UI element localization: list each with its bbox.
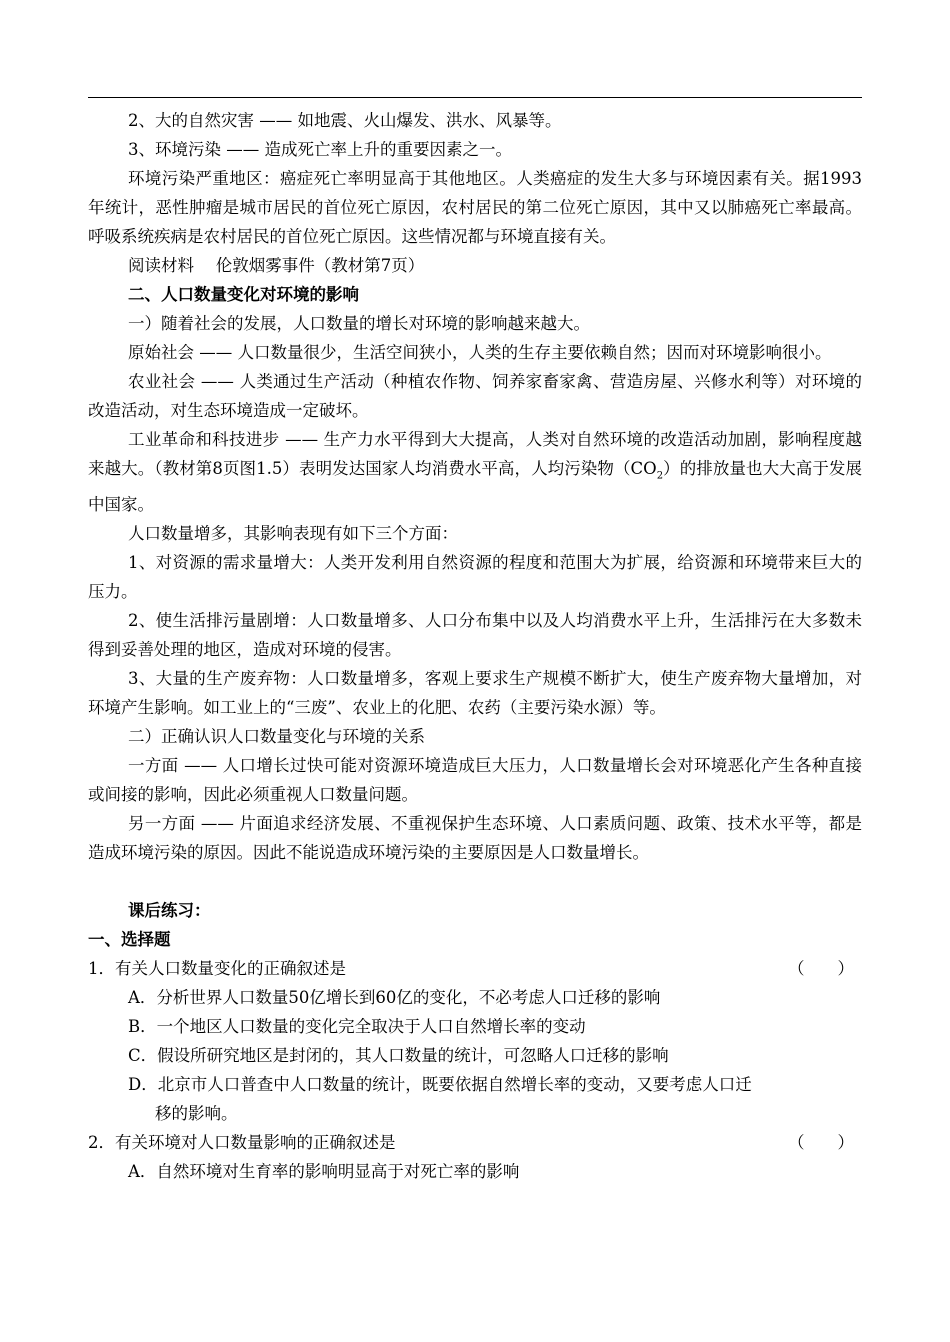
question-1 [88, 954, 862, 983]
header-rule [88, 97, 862, 98]
option-d-continued: 移的影响。 [155, 1104, 238, 1124]
industrial-text-a: 工业革命和科技进步 —— 生产力水平得到大大提高，人类对自然环境的改造活动加剧，影响程度越来越大。（教材第8页图1.5）表明发达国家人均消费水平高，人均污染物（CO [88, 430, 862, 478]
option-b: B．一个地区人口数量的变化完全取决于人口自然增长率的变动 [128, 1017, 586, 1037]
paragraph-industrial [88, 425, 862, 519]
question-1-text: 1．有关人口数量变化的正确叙述是 [88, 959, 346, 979]
paragraph-effect-1: 1、对资源的需求量增大：人类开发利用自然资源的程度和范围大为扩展，给资源和环境带来巨大的压力。 [88, 553, 862, 602]
question-2 [88, 1128, 862, 1157]
exercise-title: 课后练习： [128, 901, 211, 921]
paragraph-effect-2: 2、使生活排污量剧增：人口数量增多、人口分布集中以及人均消费水平上升，生活排污在大多数未得到妥善处理的地区，造成对环境的侵害。 [88, 611, 862, 660]
option-d: D．北京市人口普查中人口数量的统计，既要依据自然增长率的变动，又要考虑人口迁 [128, 1075, 752, 1095]
paragraph-other-hand: 另一方面 —— 片面追求经济发展、不重视保护生态环境、人口素质问题、政策、技术水平等，都是造成环境污染的原因。因此不能说造成环境污染的主要原因是人口数量增长。 [88, 814, 862, 863]
question-2-text: 2．有关环境对人口数量影响的正确叙述是 [88, 1133, 396, 1153]
paragraph-natural-disaster: 2、大的自然灾害 —— 如地震、火山爆发、洪水、风暴等。 [128, 111, 562, 130]
paragraph-primitive: 原始社会 —— 人口数量很少，生活空间狭小，人类的生存主要依赖自然；因而对环境影响很小。 [128, 343, 832, 362]
option-c: C．假设所研究地区是封闭的，其人口数量的统计，可忽略人口迁移的影响 [128, 1046, 669, 1066]
section-heading-2: 二、人口数量变化对环境的影响 [128, 285, 359, 304]
paragraph-intro: 一）随着社会的发展，人口数量的增长对环境的影响越来越大。 [128, 314, 590, 333]
option-a: A．自然环境对生育率的影响明显高于对死亡率的影响 [128, 1162, 520, 1182]
document-body [88, 106, 862, 1186]
section-choice-heading: 一、选择题 [88, 930, 171, 950]
option-a: A．分析世界人口数量50亿增长到60亿的变化，不必考虑人口迁移的影响 [128, 988, 661, 1008]
co2-subscript: 2 [656, 470, 664, 482]
paragraph-agricultural: 农业社会 —— 人类通过生产活动（种植农作物、饲养家畜家禽、营造房屋、兴修水利等）对环境的改造活动，对生态环境造成一定破坏。 [88, 372, 862, 420]
paragraph-one-hand: 一方面 —— 人口增长过快可能对资源环境造成巨大压力，人口数量增长会对环境恶化产生各种直接或间接的影响，因此必须重视人口数量问题。 [88, 756, 862, 805]
industrial-text-b: ）的排放量也大大高于发展中国家。 [88, 459, 863, 515]
paragraph-pollution: 3、环境污染 —— 造成死亡率上升的重要因素之一。 [128, 140, 512, 159]
paragraph-effect-3: 3、大量的生产废弃物：人口数量增多，客观上要求生产规模不断扩大，使生产废弃物大量增加，对环境产生影响。如工业上的“三废”、农业上的化肥、农药（主要污染水源）等。 [88, 669, 862, 718]
paragraph-cancer: 环境污染严重地区：癌症死亡率明显高于其他地区。人类癌症的发生大多与环境因素有关。据1993年统计，恶性肿瘤是城市居民的首位死亡原因，农村居民的第二位死亡原因，其中又以肺癌死亡率最高。呼吸系统疾病是农村居民的首位死亡原因。这些情况都与环境直接有关。 [88, 169, 862, 246]
answer-blank: （ ） [788, 959, 854, 979]
paragraph-effects-intro: 人口数量增多，其影响表现有如下三个方面： [128, 524, 458, 544]
answer-blank: （ ） [788, 1133, 854, 1153]
spacer [88, 867, 862, 896]
paragraph-relationship: 二）正确认识人口数量变化与环境的关系 [128, 727, 425, 747]
reading-material: 阅读材料 伦敦烟雾事件（教材第7页） [128, 256, 425, 275]
